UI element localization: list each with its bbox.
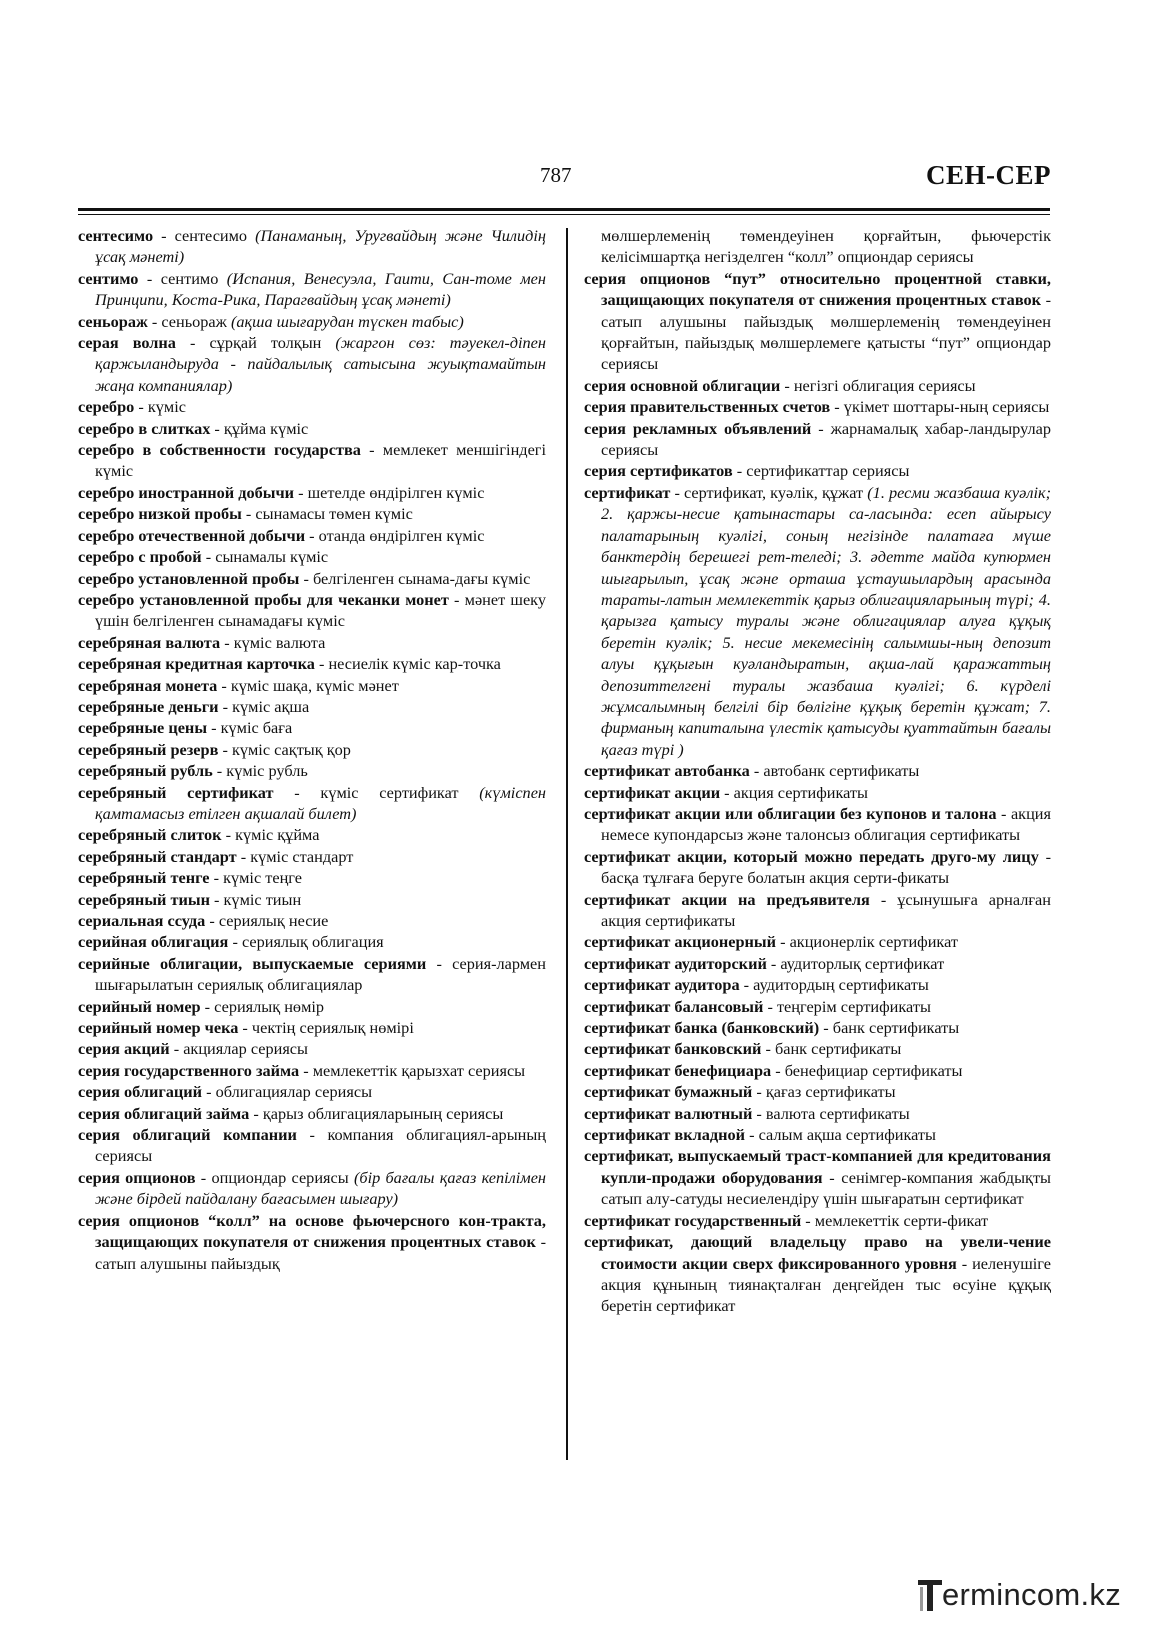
entry-definition: мемлекет меншігіндегі күміс	[95, 440, 546, 481]
dictionary-entry	[584, 482, 1051, 760]
entry-separator: -	[299, 1060, 313, 1080]
dictionary-entry	[584, 996, 1051, 1017]
dictionary-entry	[584, 1231, 1051, 1317]
entry-separator: -	[249, 1103, 263, 1123]
entry-term: серебро	[78, 397, 135, 417]
entry-definition: мемлекеттік серти-фикат	[814, 1210, 989, 1230]
dictionary-entry	[78, 1038, 546, 1059]
entry-definition: автобанк сертификаты	[763, 761, 920, 781]
dictionary-entry	[584, 396, 1051, 417]
entry-definition: акционерлік сертификат	[789, 932, 959, 952]
column-divider	[566, 228, 568, 1460]
dictionary-entry	[584, 974, 1051, 995]
dictionary-entry	[78, 418, 546, 439]
entry-term: серебряный сертификат	[78, 782, 274, 802]
entry-separator: -	[761, 1039, 775, 1059]
entry-term: сертификат валютный	[584, 1103, 753, 1123]
entry-definition: белгіленген сынама-дағы күміс	[312, 568, 531, 588]
dictionary-entry	[78, 525, 546, 546]
entry-term: серая волна	[78, 333, 176, 353]
entry-term: серия рекламных объявлений	[584, 418, 812, 438]
dictionary-entry	[584, 1060, 1051, 1081]
entry-definition: банк сертификаты	[832, 1018, 960, 1038]
entry-definition: облигациялар сериясы	[215, 1082, 373, 1102]
dictionary-entry	[584, 889, 1051, 932]
entry-definition: теңгерім сертификаты	[776, 996, 931, 1016]
entry-separator: -	[776, 932, 790, 952]
entry-term: серия опционов “пут” относительно процентной ставки, защищающих покупателя от снижения процентных ставок	[584, 268, 1051, 310]
entry-definition: акция сертификаты	[733, 782, 868, 802]
dictionary-entry	[584, 1210, 1051, 1231]
dictionary-entry	[78, 1124, 546, 1167]
entry-separator: -	[169, 1039, 184, 1059]
entry-term: сертификат	[584, 482, 671, 502]
entry-definition: серия-лармен шығарылатын сериялық облигациялар	[95, 953, 546, 995]
dictionary-entry	[78, 910, 546, 931]
page-number: 787	[540, 163, 572, 187]
entry-definition: сынамалы күміс	[215, 547, 329, 567]
dictionary-entry	[78, 717, 546, 738]
entry-definition: сериялық несие	[218, 911, 329, 930]
dictionary-entry	[78, 696, 546, 717]
entry-separator: -	[212, 761, 227, 781]
entry-note: (бір бағалы қағаз кепілімен және бірдей пайдалану бағасымен шығару)	[95, 1167, 546, 1209]
entry-term: серебро низкой пробы	[78, 504, 242, 524]
dictionary-entry	[78, 225, 546, 268]
dictionary-entry	[78, 782, 546, 825]
entry-separator: -	[221, 825, 236, 845]
dictionary-entry	[78, 546, 546, 567]
entry-definition: салым ақша сертификаты	[758, 1125, 936, 1145]
entry-definition: негізгі облигация сериясы	[793, 375, 976, 395]
right-column-entries	[584, 268, 1051, 1317]
entry-definition: несиелік күміс кар-точка	[328, 654, 501, 674]
entry-separator: -	[780, 375, 794, 395]
dictionary-entry	[78, 332, 546, 396]
entry-term: серийная облигация	[78, 932, 229, 952]
dictionary-entry	[584, 268, 1051, 375]
entry-separator: -	[205, 911, 219, 930]
entry-separator: -	[752, 1082, 766, 1102]
entry-definition: күміс тиын	[223, 889, 302, 909]
dictionary-entry	[78, 311, 546, 332]
entry-term: серебряная валюта	[78, 632, 221, 652]
entry-separator: -	[822, 1167, 842, 1187]
entry-definition: шетелде өндірілген күміс	[307, 482, 485, 502]
dictionary-entry	[78, 760, 546, 781]
entry-separator: -	[1038, 846, 1051, 866]
entry-separator: -	[220, 632, 234, 652]
entry-definition: валюта сертификаты	[765, 1103, 910, 1123]
entry-separator: -	[752, 1103, 766, 1123]
entry-term: сертификат аудитора	[584, 975, 740, 995]
dictionary-entry	[78, 931, 546, 952]
entry-separator: -	[218, 696, 233, 716]
dictionary-entry	[78, 1210, 546, 1274]
dictionary-entry	[584, 1103, 1051, 1124]
entry-term: серебро с пробой	[78, 547, 202, 567]
entry-term: серебро иностранной добычи	[78, 482, 295, 502]
entry-term: сертификат вкладной	[584, 1125, 746, 1145]
dictionary-entry	[584, 418, 1051, 461]
dictionary-entry	[78, 589, 546, 632]
entry-definition: сертификаттар сериясы	[746, 461, 910, 481]
dictionary-entry	[584, 1038, 1051, 1059]
entry-separator: -	[207, 718, 221, 738]
entry-term: серийный номер	[78, 996, 201, 1016]
entry-term: сертификат автобанка	[584, 761, 750, 781]
entry-definition: жарнамалық хабар-ландырулар сериясы	[601, 418, 1052, 460]
dictionary-entry	[78, 653, 546, 674]
entry-separator: -	[200, 996, 215, 1016]
dictionary-entry	[584, 846, 1051, 889]
dictionary-entry	[78, 675, 546, 696]
entry-term: сериальная ссуда	[78, 911, 206, 930]
entry-separator: -	[535, 1232, 546, 1252]
entry-separator: -	[273, 782, 321, 802]
entry-term: серия сертификатов	[584, 461, 733, 481]
entry-note: (күміспен қамтамасыз етілген ақшалай билет)	[95, 782, 546, 823]
entry-separator: -	[448, 589, 465, 609]
dictionary-entry	[584, 375, 1051, 396]
entry-definition: сентесимо	[174, 226, 256, 245]
entry-note: (Испания, Венесуэла, Гаити, Сан-томе мен Принципи, Коста-Рика, Парагвайдың ұсақ мәнеті)	[95, 268, 546, 310]
dictionary-entry	[78, 503, 546, 524]
entry-separator: -	[299, 568, 313, 588]
entry-separator: -	[217, 675, 231, 695]
dictionary-entry	[584, 1081, 1051, 1102]
entry-separator: -	[739, 975, 754, 995]
entry-separator: -	[314, 654, 329, 674]
entry-term: сентимо	[78, 268, 139, 288]
entry-term: сертификат, дающий владельцу право на увели-чение стоимости акции сверх фиксированного уровня	[584, 1232, 1051, 1273]
entry-definition: құйма күміс	[223, 418, 309, 438]
entry-term: серия государственного займа	[78, 1060, 300, 1080]
entry-term: сертификат акции или облигации без купонов и талона	[584, 803, 997, 823]
dictionary-entry	[584, 1017, 1051, 1038]
entry-definition: басқа тұлғаға беруге болатын акция серти-фикаты	[601, 868, 950, 888]
entry-term: серия облигаций компании	[78, 1125, 297, 1145]
entry-term: сертификат акции, который можно передать друго-му лицу	[584, 846, 1039, 866]
entry-term: серебро отечественной добычи	[78, 525, 306, 545]
entry-separator: -	[296, 1125, 328, 1145]
continuation-text: мөлшерлеменің төмендеуінен қорғайтын, фьючерстік келісімшартқа негізделген “колл” опциондар сериясы	[601, 226, 1051, 267]
entry-definition: опциондар сериясы	[211, 1167, 354, 1187]
dictionary-entry	[78, 632, 546, 653]
entry-separator: -	[819, 1018, 833, 1038]
entry-term: серия опционов	[78, 1167, 196, 1187]
entry-separator: -	[720, 782, 734, 802]
entry-note: (1. ресми жазбаша куәлік; 2. қаржы-несие қатынастары са-ласында: есеп айырысу палатарының куәлігі, соның негізінде палатаға мүше банктердің берешегі рет-теледі; 3. әдетте майда купюрмен шығарылып, ұсақ және орташа ұстаушылардың арасында тараты-латын мемлекеттік қарыз облигацияларының түрі; 4. қарызға қатысу туралы және облигациялар алуға құқық беретін куәлік; 5. несие мекемесінің салымшы-ның депозит алуы құқығын куәландыратын, ақша-лай қаражаттың депозиттелгені туралы жазбаша куәлігі; 6. күрделі жұмсалымның белгілі бір бөлігіне құқық беретін құжат; 7. фирманың капиталына үлестік қатысуды қуаттайтын бағалы қағаз түрі )	[601, 482, 1052, 759]
entry-separator: -	[956, 1253, 973, 1273]
entry-term: сентесимо	[78, 226, 154, 245]
entry-separator: -	[147, 311, 162, 331]
entry-term: серебряный тенге	[78, 868, 210, 888]
entry-definition: мәнет шеку үшін белгіленген сынамадағы күміс	[95, 589, 546, 631]
entry-separator: -	[153, 226, 175, 245]
dictionary-entry	[78, 846, 546, 867]
entry-definition: күміс рубль	[226, 761, 308, 781]
entry-definition: күміс стандарт	[250, 846, 354, 866]
entry-term: серебро установленной пробы	[78, 568, 300, 588]
entry-definition: акция немесе купондарсыз және талонсыз облигация сертификаты	[601, 803, 1052, 845]
entry-definition: күміс сақтық қор	[231, 739, 351, 759]
entry-separator: -	[209, 868, 224, 888]
dictionary-entry	[584, 931, 1051, 952]
dictionary-entry	[78, 1060, 546, 1081]
entry-definition: иеленушіге акция құнының тиянақталған деңгейден тыс өсуіне құқық беретін сертификат	[601, 1253, 1051, 1316]
entry-definition: чектің сериялық нөмірі	[251, 1018, 414, 1038]
entry-note: (ақша шығарудан түскен табыс)	[230, 311, 464, 331]
entry-definition: сериялық облигация	[241, 932, 384, 952]
entry-term: сертификат бенефициара	[584, 1060, 772, 1080]
dictionary-entry	[78, 953, 546, 996]
entry-separator: -	[763, 996, 777, 1016]
dictionary-entry	[78, 739, 546, 760]
dictionary-entry	[584, 1124, 1051, 1145]
entry-term: сертификат аудиторский	[584, 953, 767, 973]
entry-definition: күміс баға	[220, 718, 293, 738]
entry-definition: акциялар сериясы	[183, 1039, 308, 1059]
entry-definition: қарыз облигацияларының сериясы	[262, 1103, 504, 1123]
entry-term: серебряная монета	[78, 675, 218, 695]
dictionary-entry	[78, 996, 546, 1017]
header-rule-thin	[78, 214, 1050, 215]
entry-term: серебряный резерв	[78, 739, 219, 759]
entry-definition: сентимо	[160, 268, 227, 288]
entry-separator: -	[209, 889, 224, 909]
entry-term: сертификат, выпускаемый траст-компанией для кредитования купли-продажи оборудования	[584, 1146, 1051, 1187]
entry-term: серия акций	[78, 1039, 170, 1059]
entry-separator: -	[218, 739, 232, 759]
entry-separator: -	[360, 440, 383, 460]
entry-term: серебряный тиын	[78, 889, 210, 909]
entry-term: серия облигаций займа	[78, 1103, 250, 1123]
entry-separator: -	[811, 418, 831, 438]
entry-definition: күміс ақша	[232, 696, 310, 716]
entry-term: серебряные цены	[78, 718, 208, 738]
entry-note: (жаргон сөз: тәуекел-діпен қаржыландыруда - пайдалылық сатысына жуықтамайтын жаңа компаниялар)	[95, 333, 546, 395]
entry-definition: бенефициар сертификаты	[784, 1060, 963, 1080]
dictionary-entry	[78, 1167, 546, 1210]
entry-definition: сатып алушыны пайыздық мөлшерлеменің төмендеуінен қорғайтын, пайыздық мөлшерлемеге қатысты “пут” опциондар сериясы	[601, 311, 1051, 374]
entry-definition: сериялық нөмір	[214, 996, 325, 1016]
dictionary-entry	[78, 1017, 546, 1038]
dictionary-entry	[584, 460, 1051, 481]
entry-term: серия правительственных счетов	[584, 397, 831, 417]
dictionary-entry	[78, 867, 546, 888]
dictionary-entry	[78, 396, 546, 417]
entry-term: серия основной облигации	[584, 375, 781, 395]
entry-separator: -	[175, 333, 210, 353]
entry-term: сертификат банка (банковский)	[584, 1018, 820, 1038]
entry-separator: -	[202, 1082, 216, 1102]
entry-definition: отанда өндірілген күміс	[318, 525, 485, 545]
left-column	[78, 225, 546, 1274]
entry-definition: күміс сертификат	[320, 782, 480, 802]
entry-note: (Панаманың, Уругвайдың және Чилидің ұсақ мәнеті)	[95, 226, 546, 267]
entry-term: сертификат балансовый	[584, 996, 764, 1016]
entry-term: сертификат бумажный	[584, 1082, 753, 1102]
entry-definition: сеньораж	[161, 311, 231, 331]
entry-term: серийные облигации, выпускаемые сериями	[78, 953, 427, 973]
entry-separator: -	[745, 1125, 759, 1145]
entry-term: сертификат государственный	[584, 1210, 802, 1230]
dictionary-entry	[584, 1145, 1051, 1209]
entry-separator: -	[426, 953, 453, 973]
entry-term: сертификат акции на предъявителя	[584, 889, 870, 909]
entry-definition: ұсынушыға арналған акция сертификаты	[601, 889, 1051, 930]
entry-definition: мемлекеттік қарызхат сериясы	[312, 1060, 526, 1080]
dictionary-entry	[78, 1103, 546, 1124]
dictionary-entry	[78, 439, 546, 482]
entry-separator: -	[236, 846, 251, 866]
entry-definition: аудиторлық сертификат	[780, 953, 945, 973]
dictionary-entry	[78, 568, 546, 589]
entry-term: серебряный стандарт	[78, 846, 237, 866]
entry-separator: -	[801, 1210, 815, 1230]
entry-term: серебряные деньги	[78, 696, 219, 716]
entry-term: серебро в собственности государства	[78, 440, 361, 460]
entry-definition: аудитордың сертификаты	[753, 975, 929, 995]
entry-definition: сұрқай толқын	[209, 333, 336, 353]
dictionary-entry	[78, 268, 546, 311]
dictionary-entry	[78, 824, 546, 845]
entry-separator: -	[869, 889, 898, 909]
dictionary-entry	[584, 782, 1051, 803]
entry-separator: -	[238, 1018, 252, 1038]
entry-term: серия облигаций	[78, 1082, 203, 1102]
running-head: СЕН-СЕР	[926, 160, 1051, 190]
entry-separator: -	[749, 761, 764, 781]
entry-definition: компания облигациял-арының сериясы	[95, 1125, 546, 1166]
entry-definition: сенімгер-компания жабдықты сатып алу-сатуды несиелендіру үшін шығаратын сертификат	[601, 1167, 1051, 1209]
entry-separator: -	[201, 547, 216, 567]
entry-separator: -	[305, 525, 319, 545]
dictionary-entry	[584, 760, 1051, 781]
entry-definition: күміс валюта	[233, 632, 326, 652]
dictionary-entry	[78, 482, 546, 503]
entry-term: серебряная кредитная карточка	[78, 654, 315, 674]
entry-separator: -	[294, 482, 308, 502]
dictionary-entry	[78, 1081, 546, 1102]
entry-separator: -	[830, 397, 844, 417]
logo-t-icon	[918, 1579, 944, 1613]
entry-separator: -	[670, 482, 684, 502]
entry-term: сертификат акции	[584, 782, 721, 802]
entry-separator: -	[210, 418, 224, 438]
header-rule	[78, 208, 1050, 211]
logo-text: ermincom.kz	[942, 1577, 1121, 1612]
entry-definition: банк сертификаты	[774, 1039, 902, 1059]
entry-separator: -	[1041, 290, 1051, 310]
entry-term: серебряный рубль	[78, 761, 213, 781]
dictionary-entry	[78, 889, 546, 910]
dictionary-entry	[584, 803, 1051, 846]
entry-term: серебряный слиток	[78, 825, 222, 845]
entry-separator: -	[732, 461, 747, 481]
entry-definition: қағаз сертификаты	[765, 1082, 896, 1102]
entry-definition: сынамасы төмен күміс	[255, 504, 413, 524]
entry-term: серийный номер чека	[78, 1018, 239, 1038]
entry-separator: -	[241, 504, 256, 524]
entry-definition: күміс теңге	[223, 868, 302, 888]
entry-definition: күміс құйма	[235, 825, 320, 845]
entry-separator: -	[771, 1060, 785, 1080]
entry-term: серия опционов “колл” на основе фьючерсного кон-тракта, защищающих покупателя от снижения процентных ставок	[78, 1210, 546, 1252]
entry-separator: -	[766, 953, 781, 973]
entry-definition: үкімет шоттары-ның сериясы	[843, 397, 1050, 417]
right-column	[584, 225, 1051, 1317]
terminkom-logo	[918, 1577, 1128, 1617]
entry-separator: -	[996, 803, 1011, 823]
entry-separator: -	[138, 268, 161, 288]
entry-definition: күміс шақа, күміс мәнет	[230, 675, 399, 695]
entry-definition: күміс	[147, 397, 186, 417]
entry-term: серебро установленной пробы для чеканки монет	[78, 589, 449, 609]
entry-term: сеньораж	[78, 311, 148, 331]
entry-term: серебро в слитках	[78, 418, 211, 438]
entry-definition: сатып алушыны пайыздық	[95, 1253, 280, 1273]
entry-separator: -	[134, 397, 148, 417]
entry-separator: -	[228, 932, 242, 952]
entry-definition: сертификат, куәлік, құжат	[683, 482, 868, 502]
dictionary-entry	[584, 953, 1051, 974]
entry-term: сертификат банковский	[584, 1039, 762, 1059]
entry-term: сертификат акционерный	[584, 932, 776, 952]
entry-separator: -	[195, 1167, 212, 1187]
